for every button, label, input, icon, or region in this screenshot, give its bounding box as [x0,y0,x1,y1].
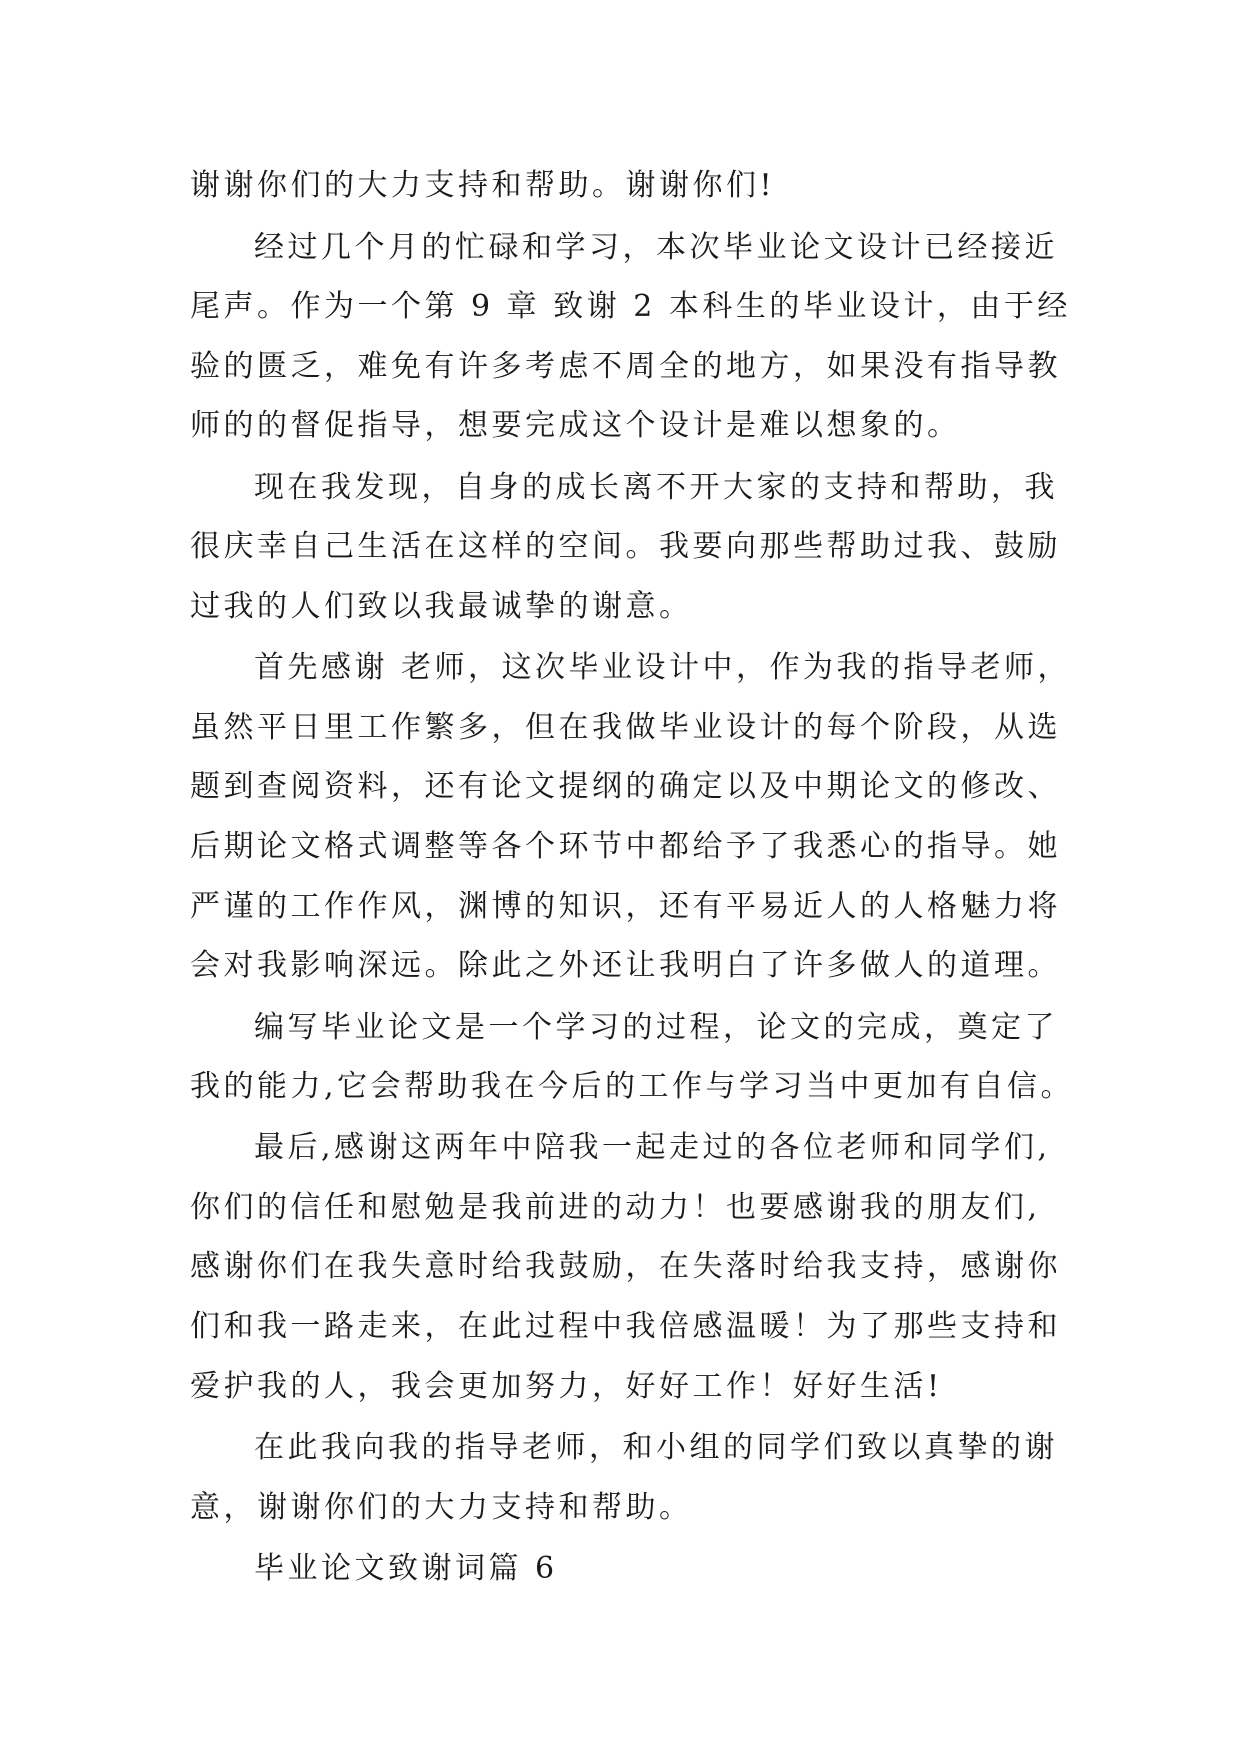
text-line: 虽然平日里工作繁多，但在我做毕业设计的每个阶段，从选 [190,710,1061,745]
text-line: 严谨的工作作风，渊博的知识，还有平易近人的人格魅力将 [190,889,1061,924]
text-line: 验的匮乏，难免有许多考虑不周全的地方，如果没有指导教 [190,349,1061,384]
paragraph-start-line: 编写毕业论文是一个学习的过程，论文的完成，奠定了 [254,1010,1058,1045]
text-line: 过我的人们致以我最诚挚的谢意。 [190,589,693,624]
text-line: 会对我影响深远。除此之外还让我明白了许多做人的道理。 [190,948,1061,983]
text-line: 后期论文格式调整等各个环节中都给予了我悉心的指导。她 [190,829,1061,864]
paragraph-start-line: 首先感谢 老师，这次毕业设计中，作为我的指导老师， [254,650,1072,685]
text-line: 们和我一路走来，在此过程中我倍感温暖！为了那些支持和 [190,1309,1061,1344]
text-line: 我的能力,它会帮助我在今后的工作与学习当中更加有自信。 [190,1069,1075,1104]
text-line: 感谢你们在我失意时给我鼓励，在失落时给我支持，感谢你 [190,1249,1061,1284]
text-line: 尾声。作为一个第 9 章 致谢 2 本科生的毕业设计，由于经 [190,289,1071,324]
text-line: 很庆幸自己生活在这样的空间。我要向那些帮助过我、鼓励 [190,529,1061,564]
text-line: 爱护我的人，我会更加努力，好好工作！好好生活! [190,1369,943,1404]
paragraph-start-line: 在此我向我的指导老师，和小组的同学们致以真挚的谢 [254,1430,1058,1465]
text-line: 师的的督促指导，想要完成这个设计是难以想象的。 [190,408,961,443]
text-line: 题到查阅资料，还有论文提纲的确定以及中期论文的修改、 [190,769,1061,804]
paragraph-start-line: 经过几个月的忙碌和学习，本次毕业论文设计已经接近 [254,230,1058,265]
paragraph-start-line: 最后,感谢这两年中陪我一起走过的各位老师和同学们, [254,1130,1051,1165]
text-line: 意，谢谢你们的大力支持和帮助。 [190,1490,693,1525]
text-line: 你们的信任和慰勉是我前进的动力！也要感谢我的朋友们, [190,1190,1041,1225]
section-heading: 毕业论文致谢词篇 6 [254,1551,558,1586]
paragraph-start-line: 现在我发现，自身的成长离不开大家的支持和帮助，我 [254,470,1058,505]
text-line: 谢谢你们的大力支持和帮助。谢谢你们! [190,168,776,203]
